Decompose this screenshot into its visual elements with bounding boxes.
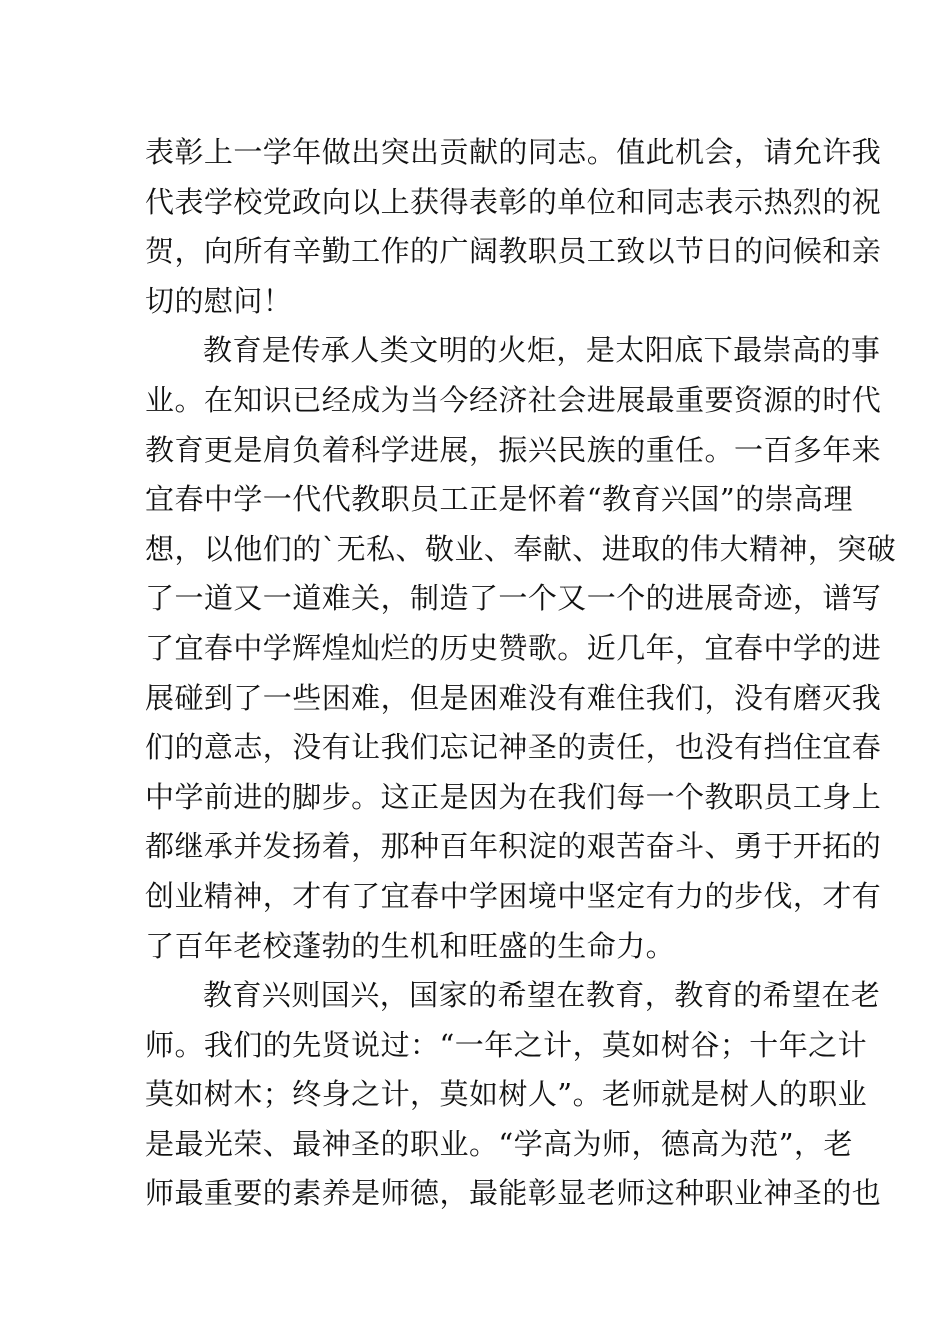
text-line: 师。我们的先贤说过：“一年之计，莫如树谷；十年之计 xyxy=(145,1027,868,1062)
text-line: 中学前进的脚步。这正是因为在我们每一个教职员工身上 xyxy=(145,779,882,814)
text-line: 切的慰问！ xyxy=(145,283,293,318)
text-line: 表彰上一学年做出突出贡献的同志。值此机会，请允许我 xyxy=(145,135,882,169)
paragraph-first-line: 教育兴则国兴，国家的希望在教育，教育的希望在老 xyxy=(203,978,881,1013)
text-line: 是最光荣、最神圣的职业。“学高为师，德高为范”，老 xyxy=(145,1126,853,1161)
text-line: 展碰到了一些困难，但是困难没有难住我们，没有磨灭我 xyxy=(145,680,882,715)
body-text xyxy=(145,128,897,1219)
text-line: 贺，向所有辛勤工作的广阔教职员工致以节日的问候和亲 xyxy=(145,234,882,269)
text-line: 教育更是肩负着科学进展，振兴民族的重任。一百多年来 xyxy=(145,432,882,467)
text-line: 都继承并发扬着，那种百年积淀的艰苦奋斗、勇于开拓的 xyxy=(145,829,882,864)
text-line: 代表学校党政向以上获得表彰的单位和同志表示热烈的祝 xyxy=(145,184,882,219)
text-line: 创业精神，才有了宜春中学困境中坚定有力的步伐，才有 xyxy=(145,878,882,913)
text-line: 业。在知识已经成为当今经济社会进展最重要资源的时代 xyxy=(145,382,882,417)
text-line: 们的意志，没有让我们忘记神圣的责任，也没有挡住宜春 xyxy=(145,730,882,765)
text-line: 师最重要的素养是师德，最能彰显老师这种职业神圣的也 xyxy=(145,1176,882,1211)
text-line: 了宜春中学辉煌灿烂的历史赞歌。近几年，宜春中学的进 xyxy=(145,630,882,665)
text-line: 想，以他们的`无私、敬业、奉献、进取的伟大精神，突破 xyxy=(145,531,897,566)
text-line: 莫如树木；终身之计，莫如树人”。老师就是树人的职业 xyxy=(145,1077,868,1112)
text-line: 宜春中学一代代教职员工正是怀着“教育兴国”的崇高理 xyxy=(145,482,853,517)
paragraph-first-line: 教育是传承人类文明的火炬，是太阳底下最崇高的事 xyxy=(203,333,881,368)
text-line: 了百年老校蓬勃的生机和旺盛的生命力。 xyxy=(145,928,676,963)
text-line: 了一道又一道难关，制造了一个又一个的进展奇迹，谱写 xyxy=(145,581,882,616)
